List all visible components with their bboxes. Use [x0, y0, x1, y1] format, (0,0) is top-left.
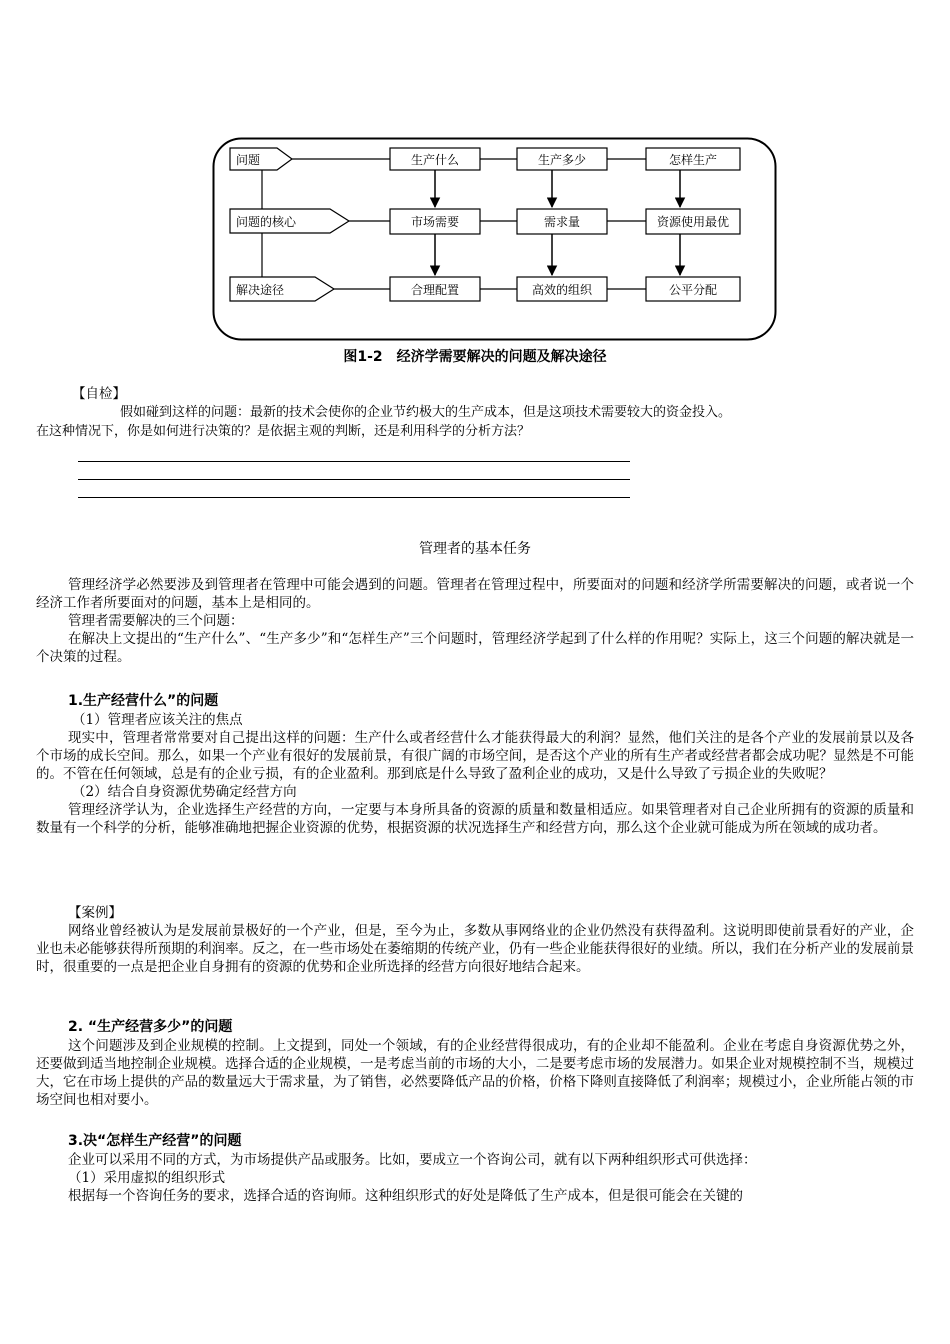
s2-paragraph: 这个问题涉及到企业规模的控制。上文提到，同处一个领域，有的企业经营得很成功，有的企业却不能盈利。企业在考虑自身资源优势之外，还要做到适当地控制企业规模。选择合适的企业规模，一是考虑当前的市场的大小，二是要考虑市场的发展潜力。如果企业对规模控制不当，规模过大，它在市场上提供的产品的数量远大于需求量，为了销售，必然要降低产品的价格，价格下降则直接降低了利润率；规模过小，企业所能占领的市场空间也相对要小。 — [36, 1038, 914, 1108]
box-r3-c3: 公平分配 — [668, 283, 718, 297]
self-check-heading: 【自检】 — [72, 386, 126, 402]
s3-paragraph-2: 根据每一个咨询任务的要求，选择合适的咨询师。这种组织形式的好处是降低了生产成本，但是很可能会在关键的 — [68, 1188, 743, 1204]
row-label-3: 解决途径 — [236, 283, 285, 297]
s1-subheading-1: （1）管理者应该关注的焦点 — [72, 712, 243, 728]
s1-paragraph-2: 管理经济学认为，企业选择生产经营的方向，一定要与本身所具备的资源的质量和数量相适应。如果管理者对自己企业所拥有的资源的质量和数量有一个科学的分析，能够准确地把握企业资源的优势，根据资源的状况选择生产和经营方向，那么这个企业就可能成为所在领域的成功者。 — [36, 802, 914, 836]
section-title: 管理者的基本任务 — [419, 541, 531, 557]
answer-line-3[interactable] — [78, 497, 630, 498]
box-r2-c2: 需求量 — [543, 215, 581, 229]
box-r1-c2: 生产多少 — [537, 153, 587, 167]
s3-paragraph-1: 企业可以采用不同的方式，为市场提供产品或服务。比如，要成立一个咨询公司，就有以下两种组织形式可供选择： — [68, 1152, 757, 1168]
s1-heading: 1.生产经营什么”的问题 — [68, 693, 219, 709]
answer-line-2[interactable] — [78, 479, 630, 480]
s1-subheading-2: （2）结合自身资源优势确定经营方向 — [72, 784, 297, 800]
box-r3-c2: 高效的组织 — [531, 283, 593, 297]
case-block — [36, 922, 914, 976]
s1-paragraph-1: 现实中，管理者常常要对自己提出这样的问题：生产什么或者经营什么才能获得最大的利润？显然，他们关注的是各个产业的发展前景以及各个市场的成长空间。那么，如果一个产业有很好的发展前景，有很广阔的市场空间，是否这个产业的所有生产者或经营者都会成功呢？显然是不可能的。不管在任何领域，总是有的企业亏损，有的企业盈利。那到底是什么导致了盈利企业的成功，又是什么导致了亏损企业的失败呢？ — [36, 730, 914, 782]
intro-paragraph-2: 管理者需要解决的三个问题： — [68, 613, 244, 629]
case-heading: 【案例】 — [68, 905, 122, 921]
s3-heading: 3.决“怎样生产经营”的问题 — [68, 1133, 242, 1149]
s3-subheading-1: （1）采用虚拟的组织形式 — [68, 1170, 226, 1186]
figure-caption: 图1-2 经济学需要解决的问题及解决途径 — [343, 349, 607, 365]
answer-line-1[interactable] — [78, 461, 630, 462]
intro-paragraph-1: 管理经济学必然要涉及到管理者在管理中可能会遇到的问题。管理者在管理过程中，所要面对的问题和经济学所需要解决的问题，或者说一个经济工作者所要面对的问题，基本上是相同的。 — [36, 577, 914, 611]
row-label-1: 问题 — [236, 153, 261, 167]
intro-paragraph-3: 在解决上文提出的“生产什么”、“生产多少”和“怎样生产”三个问题时，管理经济学起到了什么样的作用呢？实际上，这三个问题的解决就是一个决策的过程。 — [36, 631, 914, 665]
intro-block — [36, 576, 914, 666]
s2-heading: 2. “生产经营多少”的问题 — [68, 1019, 233, 1035]
box-r3-c1: 合理配置 — [410, 283, 460, 297]
s3-block — [68, 1151, 914, 1205]
case-paragraph: 网络业曾经被认为是发展前景极好的一个产业，但是，至今为止，多数从事网络业的企业仍然没有获得盈利。这说明即使前景看好的产业，企业也未必能够获得所预期的利润率。反之，在一些市场处在萎缩期的传统产业，仍有一些企业能获得很好的业绩。所以，我们在分析产业的发展前景时，很重要的一点是把企业自身拥有的资源的优势和企业所选择的经营方向很好地结合起来。 — [36, 923, 914, 975]
self-check-line-2: 在这种情况下，你是如何进行决策的？是依据主观的判断，还是利用科学的分析方法？ — [36, 424, 531, 439]
box-r1-c3: 怎样生产 — [668, 153, 718, 167]
box-r1-c1: 生产什么 — [410, 153, 460, 167]
flow-diagram — [212, 137, 777, 341]
row-label-2: 问题的核心 — [236, 215, 297, 229]
s2-block — [36, 1037, 914, 1109]
s1-block — [36, 711, 914, 837]
self-check-line-1: 假如碰到这样的问题：最新的技术会使你的企业节约极大的生产成本，但是这项技术需要较大的资金投入。 — [120, 405, 732, 420]
box-r2-c1: 市场需要 — [410, 215, 460, 229]
box-r2-c3: 资源使用最优 — [656, 215, 730, 229]
